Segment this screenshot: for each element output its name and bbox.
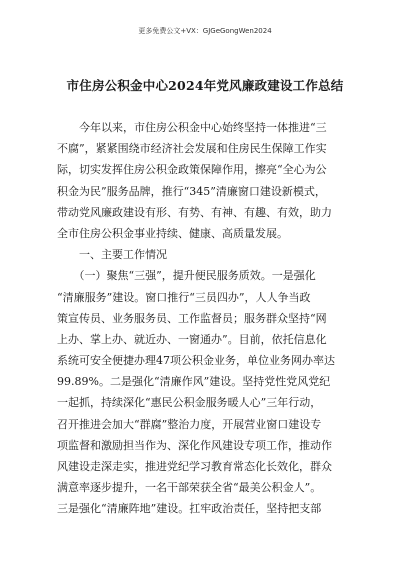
text-line: 一起抓，持续深化“惠民公积金服务暖人心”三年行动，: [57, 396, 322, 410]
page-title: 市住房公积金中心2024年党风廉政建设工作总结: [66, 78, 344, 93]
text-line: 上办、掌上办、就近办、一窗通办”。目前，依托信息化: [57, 332, 327, 346]
text-line: 带动党风廉政建设有形、有势、有神、有趣、有效，助力: [57, 205, 332, 219]
text-line: 三是强化“清廉阵地”建设。扛牢政治责任，坚持把支部: [57, 502, 322, 516]
text-line: 系统可安全便捷办理47项公积金业务，单位业务网办率达: [57, 354, 335, 368]
text-line: 全市住房公积金事业持续、健康、高质量发展。: [57, 226, 288, 240]
section-heading: 一、主要工作情况: [57, 248, 167, 262]
text-line: 满意率逐步提升，一名干部荣获全省“最美公积金人”。: [57, 481, 322, 495]
text-line: 策宣传员、业务服务员、工作监督员；服务群众坚持“网: [57, 311, 327, 325]
text-line: 积金为民”服务品牌，推行“345”清廉窗口建设新模式，: [57, 184, 326, 198]
body-text: [57, 117, 355, 520]
text-line: 项监督和激励担当作为、深化作风建设专项工作，推动作: [57, 438, 332, 452]
text-line: 不腐”，紧紧围绕市经济社会发展和住房民生保障工作实: [57, 142, 327, 156]
text-line: “清廉服务”建设。窗口推行“三员四办”，人人争当政: [57, 290, 311, 304]
header-note: 更多免费公文+VX：GJGeGongWen2024: [138, 27, 272, 35]
text-line: 召开推进会加大“群腐”整治力度，开展营业窗口建设专: [57, 417, 322, 431]
text-line: （一）聚焦“三强”，提升便民服务质效。一是强化: [57, 269, 316, 283]
text-line: 际，切实发挥住房公积金政策保障作用，擦亮“全心为公: [57, 163, 327, 177]
text-line: 风建设走深走实，推进党纪学习教育常态化长效化，群众: [57, 460, 332, 473]
text-line: 99.89%。二是强化“清廉作风”建设。坚持党性党风党纪: [57, 375, 331, 389]
text-line: 今年以来，市住房公积金中心始终坚持一体推进“三: [57, 121, 327, 134]
